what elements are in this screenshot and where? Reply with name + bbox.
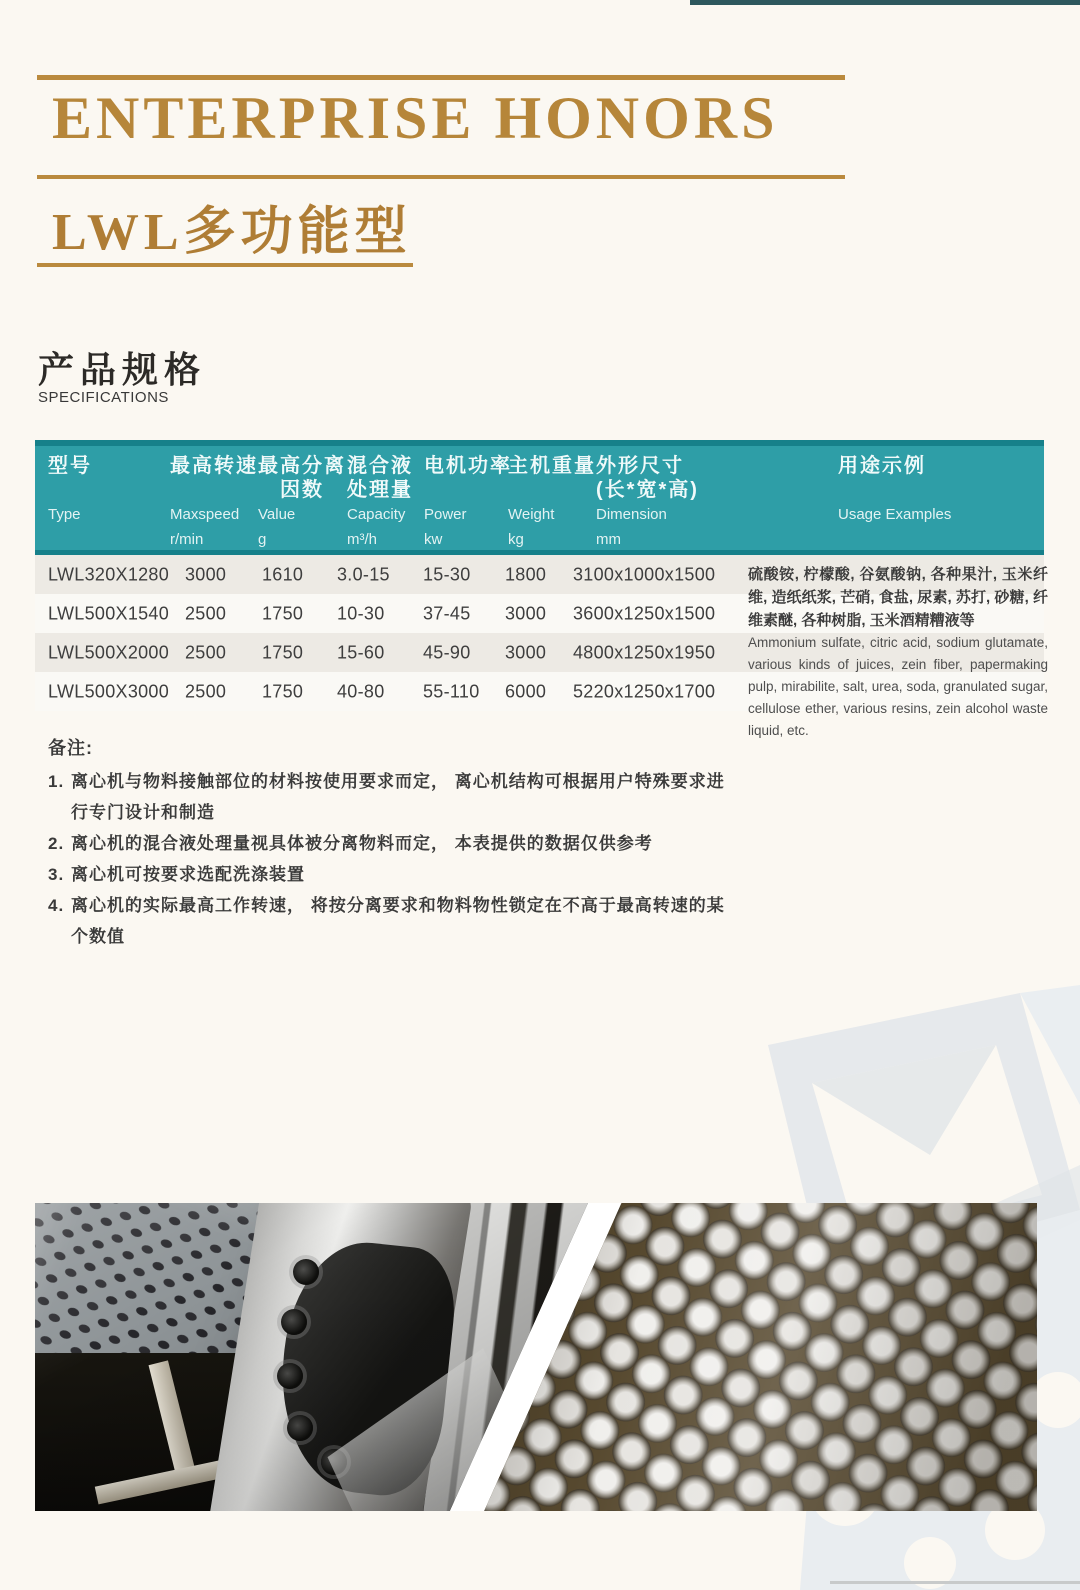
notes-label: 备注: [48,738,93,758]
spec-table [35,440,1048,738]
note-item: 4. 离心机的实际最高工作转速， 将按分离要求和物料物性锁定在不高于最高转速的某个数值 [48,896,725,946]
column-header-capacity: 混合液 处理量 Capacity m³/h [347,455,413,548]
usage-examples-cell: 硫酸铵, 柠檬酸, 谷氨酸钠, 各种果汁, 玉米纤维, 造纸纸浆, 芒硝, 食盐, 尿素, 苏打, 砂糖, 纤维素醚, 各种树脂, 玉米酒精糟液等 Ammonium sulfate, citric acid, sodium glutamate, various kinds of juices, zein fiber, papermaking pulp, mirabilite, salt, urea, soda, granulated sugar, cellulose ether, various resins, zein alcohol waste liquid, etc. [748,566,1048,738]
column-header-type: 型号 Type [48,455,92,523]
section-title-en: SPECIFICATIONS [38,389,169,406]
column-header-power: 电机功率 Power kw [424,455,512,548]
gold-divider-mid [37,175,845,179]
column-header-dimension: 外形尺寸 (长*宽*高) Dimension mm [596,455,699,548]
table-row: LWL500X2000 2500 1750 15-60 45-90 3000 4800x1250x1950 [35,633,1044,672]
table-row: LWL500X3000 2500 1750 40-80 55-110 6000 5220x1250x1700 [35,672,1044,711]
column-header-usage: 用途示例 Usage Examples [838,455,952,523]
table-row: LWL320X1280 3000 1610 3.0-15 15-30 1800 3100x1000x1500 [35,555,1044,594]
top-accent-bar [690,0,1080,5]
page-title: ENTERPRISE HONORS [52,85,779,151]
note-item: 1. 离心机与物料接触部位的材料按使用要求而定， 离心机结构可根据用户特殊要求进行专门设计和制造 [48,772,725,822]
column-header-value: 最高分离 因数 Value g [258,455,346,548]
column-header-weight: 主机重量 Weight kg [508,455,596,548]
gold-divider-top [37,75,845,80]
column-header-maxspeed: 最高转速 Maxspeed r/min [170,455,258,548]
table-row: LWL500X1540 2500 1750 10-30 37-45 3000 3600x1250x1500 [35,594,1044,633]
section-title-cn: 产品规格 [38,350,207,390]
notes-section [48,734,728,952]
note-item: 2. 离心机的混合液处理量视具体被分离物料而定， 本表提供的数据仅供参考 [48,834,653,853]
table-header [35,440,1044,555]
gold-divider-sub [37,263,413,267]
page-subtitle: LWL多功能型 [52,204,412,261]
note-item: 3. 离心机可按要求选配洗涤装置 [48,865,305,884]
bottom-accent-bar [830,1581,1080,1584]
